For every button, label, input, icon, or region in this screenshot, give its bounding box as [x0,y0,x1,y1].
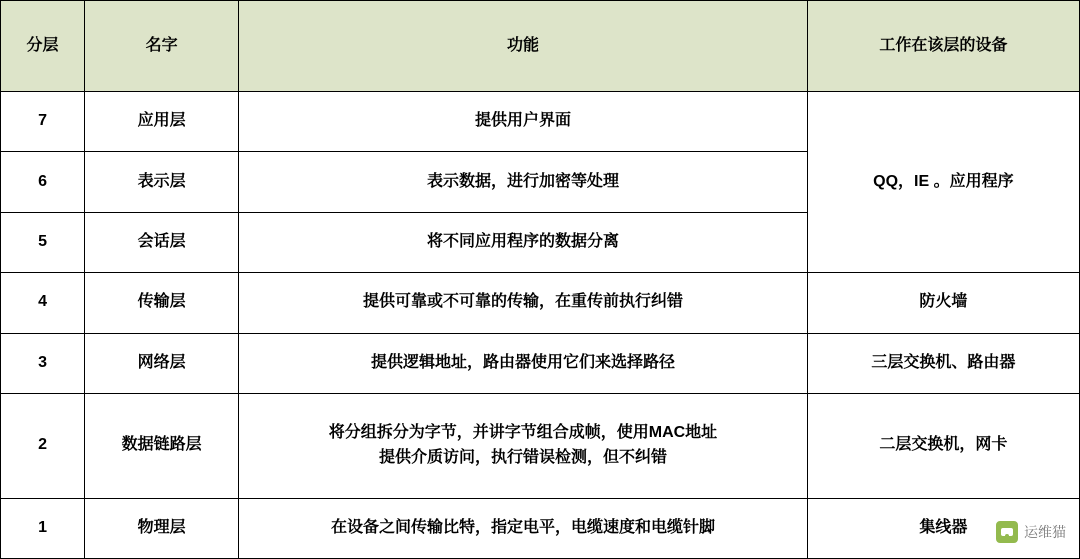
cell-layer-number: 6 [1,152,85,212]
cell-layer-number: 2 [1,393,85,498]
header-layer: 分层 [1,1,85,92]
header-row [1,1,1080,92]
cell-function: 将不同应用程序的数据分离 [239,212,808,272]
cell-layer-number: 1 [1,498,85,558]
cell-device: 二层交换机，网卡 [807,393,1079,498]
table-row [1,273,1080,333]
cell-function: 提供可靠或不可靠的传输，在重传前执行纠错 [239,273,808,333]
cell-layer-number: 5 [1,212,85,272]
table-header [1,1,1080,92]
cell-layer-name: 会话层 [85,212,239,272]
header-name: 名字 [85,1,239,92]
cell-function-line2: 提供介质访问，执行错误检测，但不纠错 [378,448,667,466]
cell-device: QQ，IE 。应用程序 [807,92,1079,273]
watermark-label: 运维猫 [1024,524,1066,540]
cell-layer-name: 数据链路层 [85,393,239,498]
cell-function: 在设备之间传输比特，指定电平，电缆速度和电缆针脚 [239,498,808,558]
table-row [1,333,1080,393]
cell-layer-name: 传输层 [85,273,239,333]
header-device: 工作在该层的设备 [807,1,1079,92]
cell-layer-name: 应用层 [85,92,239,152]
cell-layer-name: 网络层 [85,333,239,393]
table-row [1,92,1080,152]
header-function: 功能 [239,1,808,92]
cell-layer-number: 3 [1,333,85,393]
cell-layer-name: 物理层 [85,498,239,558]
table-row [1,393,1080,498]
table-body [1,92,1080,559]
cell-function: 提供用户界面 [239,92,808,152]
cell-device: 三层交换机、路由器 [807,333,1079,393]
cell-device: 防火墙 [807,273,1079,333]
cell-function: 提供逻辑地址，路由器使用它们来选择路径 [239,333,808,393]
cell-layer-number: 4 [1,273,85,333]
cell-layer-number: 7 [1,92,85,152]
table-row [1,498,1080,558]
cell-function: 表示数据，进行加密等处理 [239,152,808,212]
cell-layer-name: 表示层 [85,152,239,212]
cell-device: 集线器 [807,498,1079,558]
cell-function [239,393,808,498]
cell-function-line1: 将分组拆分为字节，并讲字节组合成帧，使用MAC地址 [328,423,718,441]
